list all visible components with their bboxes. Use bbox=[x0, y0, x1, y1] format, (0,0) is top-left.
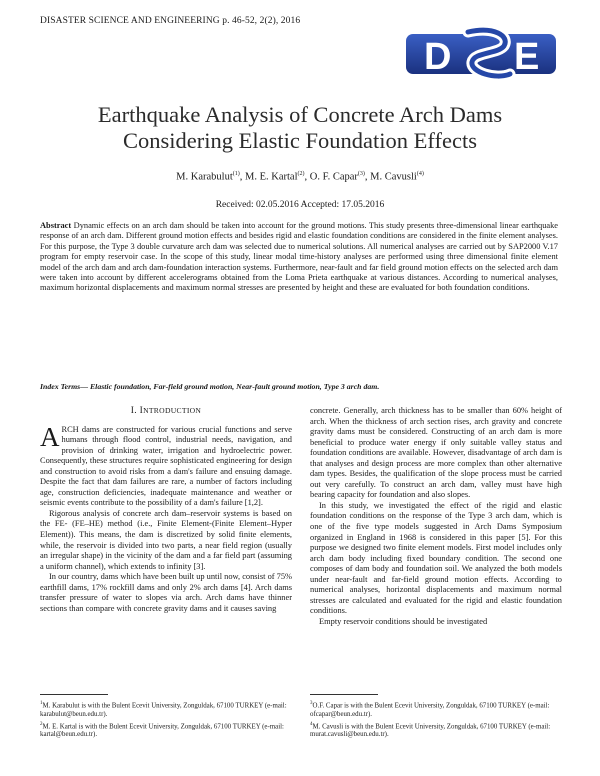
intro-paragraph: In our country, dams which have been built up until now, consist of 75% earthfill dams, 17% rockfill dams and only 2% arch dams [4]. Arch dams transfer pressure of water to slopes via arch. Arch dams have thinner sections than compare with concrete gravity dams and it causes saving bbox=[40, 572, 292, 613]
drop-cap: A bbox=[40, 421, 60, 452]
footnote-rule bbox=[40, 694, 108, 695]
left-column bbox=[40, 406, 292, 614]
intro-paragraph bbox=[40, 421, 292, 509]
journal-header: DISASTER SCIENCE AND ENGINEERING p. 46-52, 2(2), 2016 bbox=[40, 16, 301, 26]
svg-text:E: E bbox=[514, 36, 540, 78]
author-name: O. F. Capar bbox=[309, 171, 358, 183]
footnote-rule bbox=[310, 694, 378, 695]
section-heading bbox=[40, 406, 292, 417]
title-line-1: Earthquake Analysis of Concrete Arch Dams bbox=[97, 102, 503, 127]
paper-title bbox=[40, 102, 560, 154]
right-column bbox=[310, 406, 562, 627]
footnote-text: M. Cavusli is with the Bulent Ecevit University, Zonguldak, 67100 TURKEY (e-mail: murat.cavusli@beun.edu.tr). bbox=[310, 723, 551, 739]
section-title-first: I bbox=[139, 406, 144, 416]
paragraph-text: RCH dams are constructed for various crucial functions and serve humans through flood control, industrial needs, navigation, and provision of drinking water, irrigation and hydroelectric power. Consequently, these structures require sophisticated engineering for design and construction to avoid risks from a dam's failure and ensuing damage. Despite the fact that dam failures are rare, a number of factors including age, construction deficiencies, inadequate maintenance and weather or seismic events contribute to the possibility of a dam's failure [1,2]. bbox=[40, 424, 292, 508]
footnote-text: M. E. Kartal is with the Bulent Ecevit University, Zonguldak, 67100 TURKEY (e-mail: kartal@beun.edu.tr). bbox=[40, 723, 284, 739]
author-name: M. Cavusli bbox=[370, 171, 417, 183]
svg-text:D: D bbox=[424, 36, 452, 78]
intro-paragraph: Rigorous analysis of concrete arch dam–reservoir systems is based on the FE- (FE–HE) method (i.e., Finite Element-(Finite Element–Hyper Element)). This means, the dam is discretized by solid finite elements, while, the reservoir is divided into two parts, a near field region (usually an irregular shape) in the vicinity of the dam and a far field part (assuming a uniform channel), which extends to infinity [3]. bbox=[40, 508, 292, 571]
footnote-mark: 3 bbox=[310, 701, 313, 706]
footnotes-right bbox=[310, 700, 562, 742]
intro-paragraph: In this study, we investigated the effect of the rigid and elastic foundation conditions on the response of the Type 3 arch dam, which is one of the five type models suggested in Arch Dams Symposium organized in England in 1968 is considered in this paper [5]. For this purpose we designed two finite element models. First model includes only arch dam body including fixed boundary condition. The second one composes of dam body and foundation soil. We analyzed the both models under near-fault and far-field ground motion effects. According to numerical analyses, horizontal displacements and maximum normal stresses are calculated and evaluated for the rigid and elastic foundation conditions. bbox=[310, 500, 562, 616]
author-list: M. Karabulut$^{(1)}$, M. E. Kartal$^{(2)}$, O. F. Capar$^{(3)}$, M. Cavusli$^{(4)}$ bbox=[176, 171, 424, 183]
author-mark: (1) bbox=[232, 171, 240, 177]
abstract-label: Abstract bbox=[40, 221, 72, 230]
received-dates: Received: 02.05.2016 Accepted: 17.05.2016 bbox=[215, 200, 385, 210]
author-mark: (2) bbox=[297, 171, 305, 177]
author-name: M. E. Kartal bbox=[245, 171, 298, 183]
intro-paragraph: Empty reservoir conditions should be investigated bbox=[319, 616, 488, 626]
footnote-mark: 1 bbox=[40, 701, 43, 706]
section-title-rest: NTRODUCTION bbox=[143, 406, 202, 415]
footnote-mark: 4 bbox=[310, 721, 313, 727]
footnote-mark: 2 bbox=[40, 721, 43, 727]
footnote-text: M. Karabulut is with the Bulent Ecevit University, Zonguldak, 67100 TURKEY (e-mail: karabulut@beun.edu.tr). bbox=[40, 702, 287, 718]
intro-paragraph: concrete. Generally, arch thickness has to be smaller than 60% height of arch. When the thickness of arch section rises, arch gravity and concrete gravity dams must be considered. Constructing of an arch dam is more beneficial to produce water energy if only suitable valley status and foundation conditions are available. However, disadvantage of arch dam is that analyses and design process are more complex than other alternative dam types. Besides, the qualification of the slope process must be carried out very carefully. To construct an arch dam, valley must have high bearing capacity for foundation and also slopes. bbox=[310, 406, 562, 500]
footnote bbox=[40, 700, 292, 719]
author-name: M. Karabulut bbox=[176, 171, 233, 183]
footnote-text: O.F. Capar is with the Bulent Ecevit University, Zonguldak, 67100 TURKEY (e-mail: ofcapar@beun.edu.tr). bbox=[310, 702, 550, 718]
footnote bbox=[310, 700, 562, 719]
dse-logo bbox=[406, 22, 556, 88]
author-mark: (4) bbox=[416, 171, 424, 177]
footnote bbox=[310, 721, 562, 740]
index-terms: Index Terms— Elastic foundation, Far-field ground motion, Near-fault ground motion, Type 3 arch dam. bbox=[40, 382, 380, 391]
footnotes-left bbox=[40, 700, 292, 742]
section-number: I. bbox=[130, 406, 137, 416]
footnote bbox=[40, 721, 292, 740]
title-line-2: Considering Elastic Foundation Effects bbox=[123, 128, 477, 153]
author-mark: (3) bbox=[357, 171, 365, 177]
abstract bbox=[40, 221, 558, 294]
abstract-text: Dynamic effects on an arch dam should be taken into account for the ground motions. This study presents three-dimensional linear earthquake response of an arch dam. Different ground motion effects and besides rigid and elastic foundation conditions are considered in the finite element analyses. For this purpose, the Type 3 double curvature arch dam was selected due to numerical solutions. All numerical analyses are carried out by SAP2000 V.17 program for empty reservoir case. In the scope of this study, linear modal time-history analyses are performed using three dimensional finite element model of the arch dam and arch dam-foundation interaction systems. Furthermore, near-fault and far field ground motion effects on the selected arch dam were taken into account by different accelerograms obtained from the Loma Prieta earthquake at various distances. According to numerical analyses, maximum horizontal displacements and maximum normal stresses are presented by height and these are evaluated for both foundation conditions. bbox=[40, 221, 559, 293]
